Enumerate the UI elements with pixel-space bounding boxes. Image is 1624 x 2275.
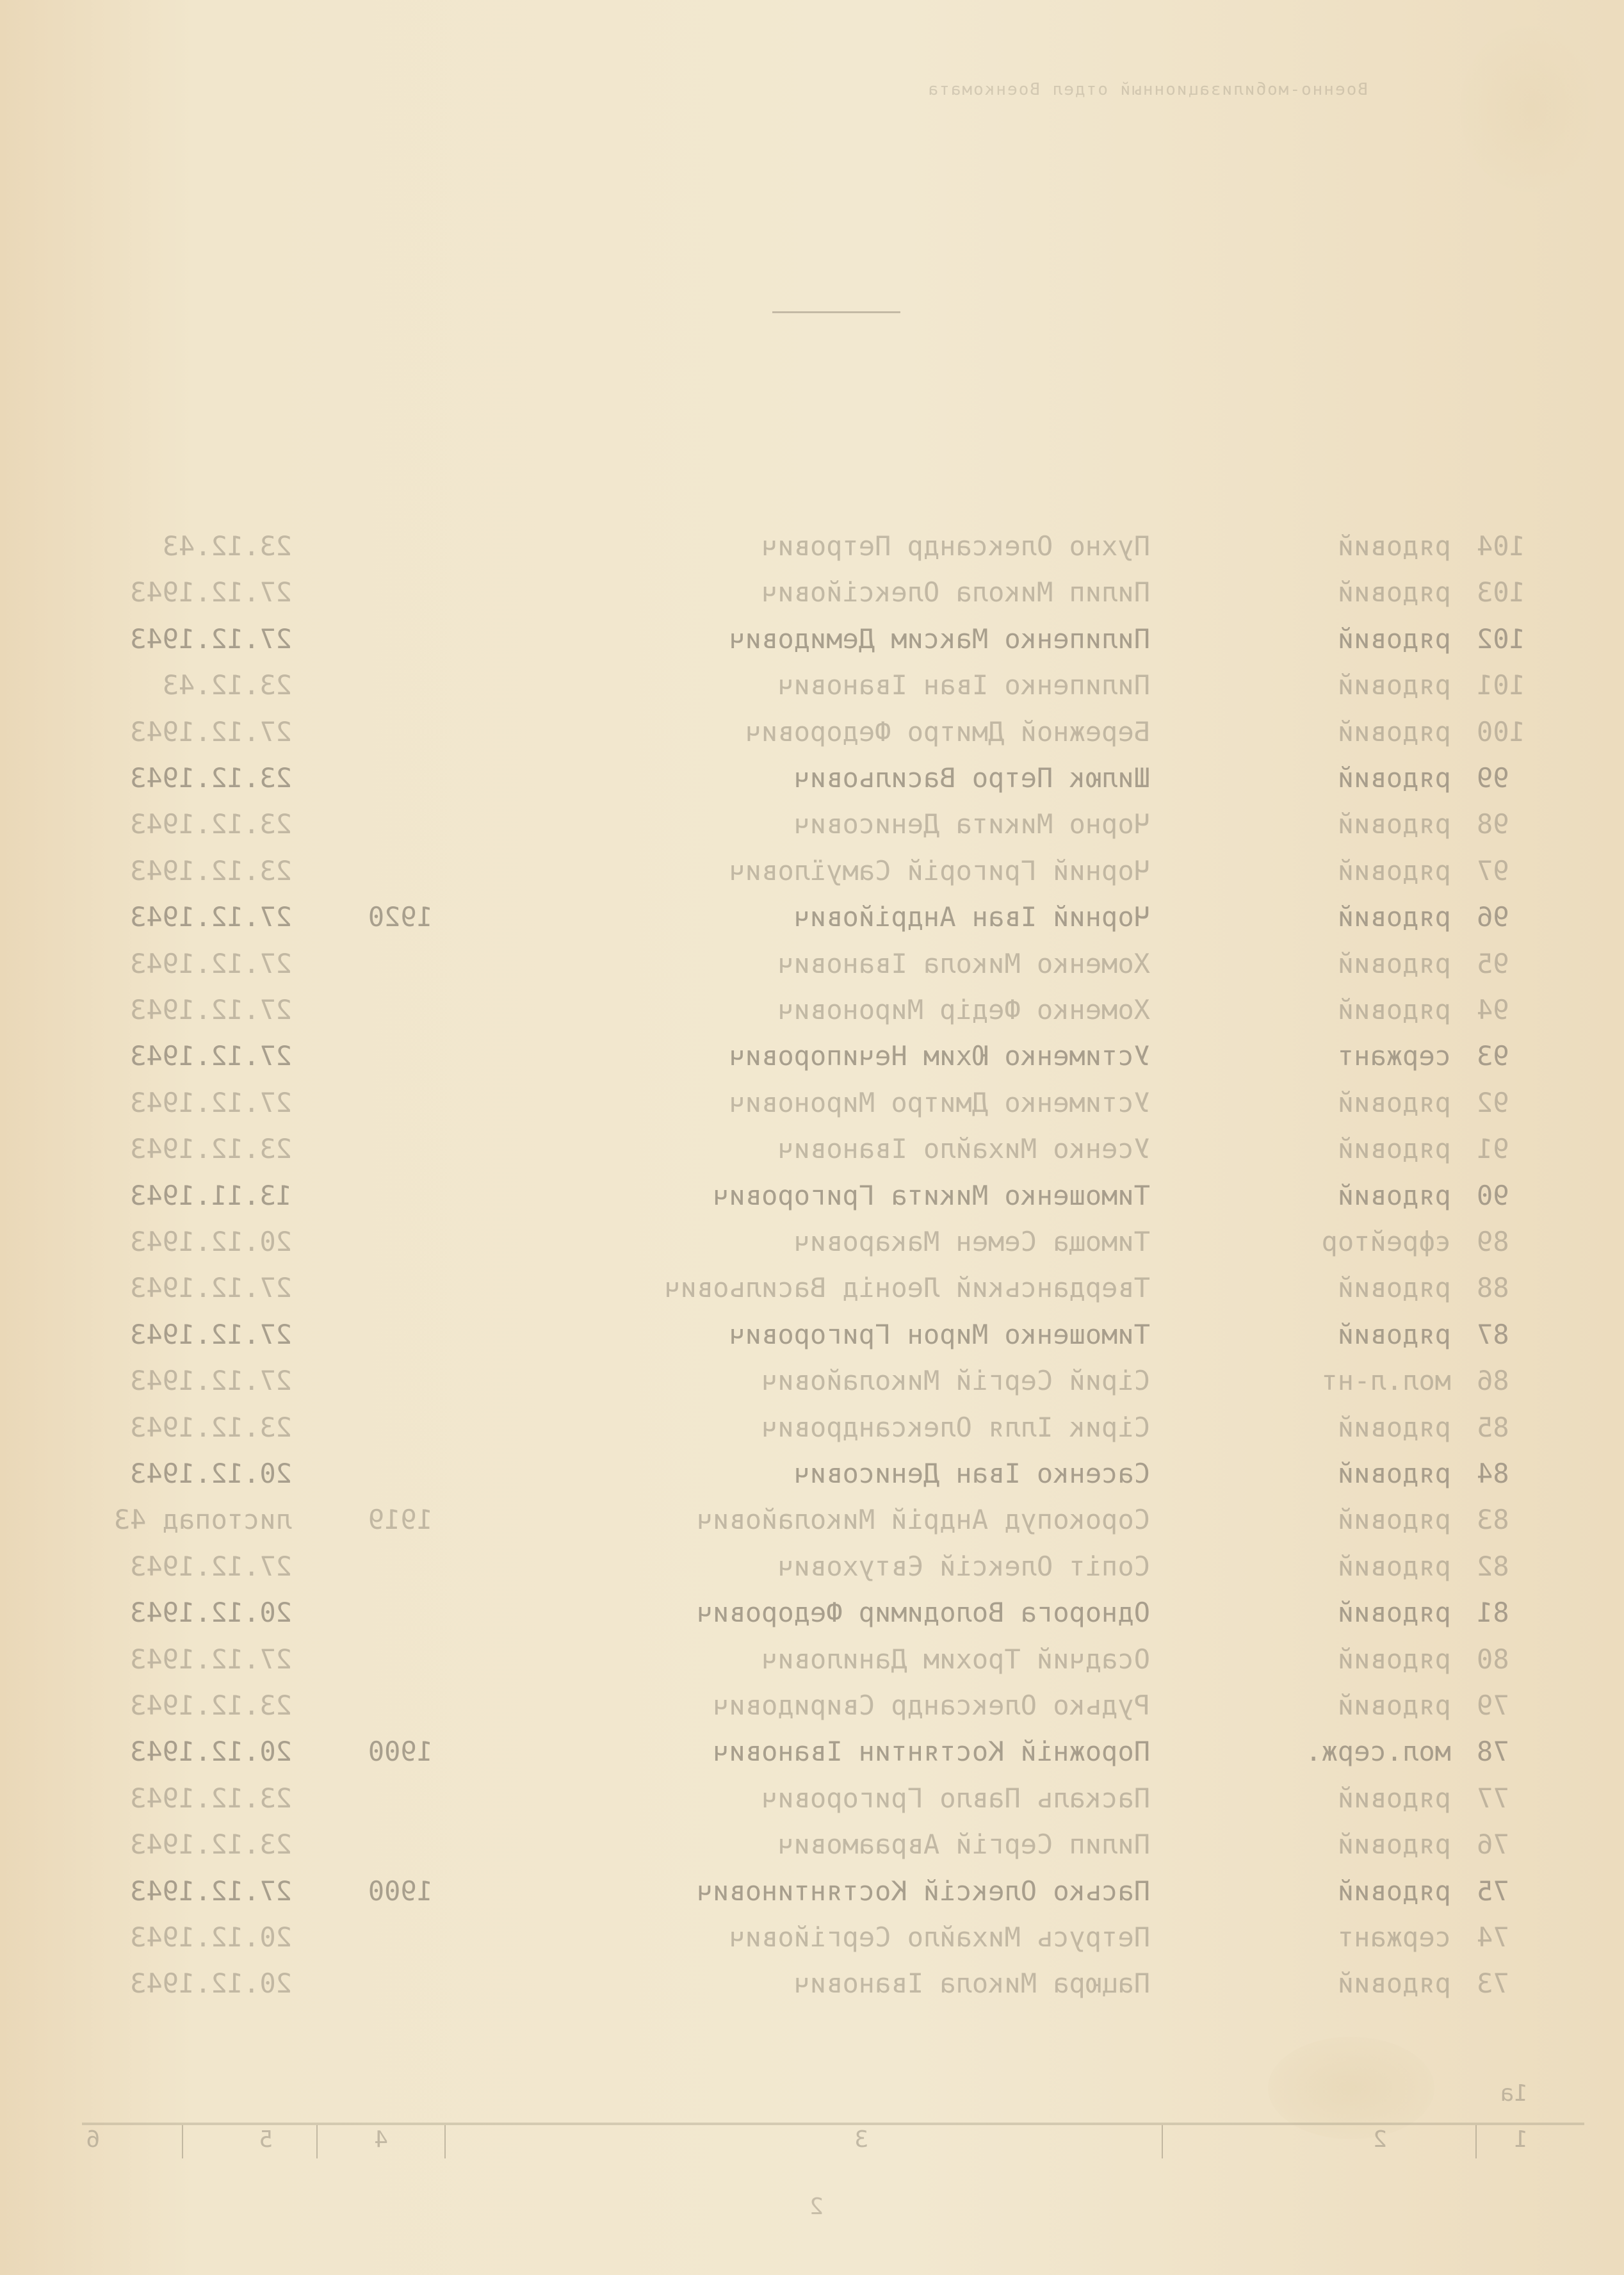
row-date: 27.12.1943	[130, 948, 292, 979]
table-row	[0, 942, 1624, 984]
row-name: Бережной Дмитро Федорович	[745, 716, 1150, 747]
row-date: 20.12.1943	[130, 1458, 292, 1489]
short-rule	[772, 311, 900, 313]
row-date: 23.12.1943	[130, 1690, 292, 1721]
row-number: 92	[1477, 1087, 1509, 1118]
table-row	[0, 849, 1624, 891]
row-rank: сержант	[1337, 1921, 1451, 1953]
row-name: Сірий Сергій Миколайович	[761, 1365, 1150, 1396]
table-row	[0, 1127, 1624, 1169]
row-rank: рядовий	[1337, 1458, 1451, 1489]
row-rank: рядовий	[1337, 1272, 1451, 1303]
row-date: 20.12.1943	[130, 1968, 292, 1999]
row-rank: єфрейтор	[1321, 1226, 1451, 1257]
row-birth-year: 1900	[368, 1875, 433, 1907]
row-number: 86	[1477, 1365, 1509, 1396]
row-date: 23.12.43	[162, 530, 292, 562]
row-number: 77	[1477, 1782, 1509, 1814]
row-name: Сасенко Іван Денисович	[793, 1458, 1150, 1489]
row-number: 91	[1477, 1133, 1509, 1164]
table-row	[0, 663, 1624, 705]
row-name: Чорний Григорій Самуїлович	[729, 855, 1150, 886]
row-rank: мол.л-нт	[1321, 1365, 1451, 1396]
row-rank: рядовий	[1337, 530, 1451, 562]
table-row	[0, 1544, 1624, 1586]
table-row	[0, 1173, 1624, 1216]
row-rank: рядовий	[1337, 623, 1451, 655]
row-number: 79	[1477, 1690, 1509, 1721]
row-name: Пухно Олександр Петрович	[761, 530, 1150, 562]
table-row	[0, 1590, 1624, 1633]
row-number: 98	[1477, 808, 1509, 840]
row-rank: рядовий	[1337, 1133, 1451, 1164]
row-date: 23.12.1943	[130, 808, 292, 840]
row-date: 27.12.1943	[130, 901, 292, 933]
row-birth-year: 1920	[368, 901, 433, 933]
row-name: Устименко Дмитро Миронович	[729, 1087, 1150, 1118]
table-row	[0, 1358, 1624, 1401]
row-number: 95	[1477, 948, 1509, 979]
row-birth-year: 1919	[368, 1504, 433, 1535]
row-rank: рядовий	[1337, 1968, 1451, 1999]
column-divider	[444, 2125, 446, 2158]
row-name: Петрусь Михайло Сергійович	[729, 1921, 1150, 1953]
table-row	[0, 1219, 1624, 1262]
row-name: Паскаль Павло Григорович	[761, 1782, 1150, 1814]
row-name: Хоменко Микола Іванович	[777, 948, 1150, 979]
row-rank: рядовий	[1337, 1690, 1451, 1721]
page-number: 2	[809, 2194, 824, 2220]
column-divider	[182, 2125, 183, 2158]
table-row	[0, 1405, 1624, 1447]
table-row	[0, 1915, 1624, 1957]
row-number: 73	[1477, 1968, 1509, 1999]
row-date: 27.12.1943	[130, 1365, 292, 1396]
row-name: Хоменко Федір Миронович	[777, 994, 1150, 1025]
row-number: 93	[1477, 1040, 1509, 1072]
row-rank: рядовий	[1337, 1180, 1451, 1211]
row-number: 103	[1477, 576, 1525, 608]
row-number: 90	[1477, 1180, 1509, 1211]
row-birth-year: 1900	[368, 1736, 433, 1767]
row-name: Пилипенко Іван Іванович	[777, 669, 1150, 701]
row-rank: рядовий	[1337, 901, 1451, 933]
table-row	[0, 1266, 1624, 1308]
row-number: 99	[1477, 762, 1509, 794]
table-row	[0, 570, 1624, 612]
table-row	[0, 1497, 1624, 1540]
column-number: 3	[854, 2126, 868, 2153]
row-name: Сопіт Олексій Євтухович	[777, 1551, 1150, 1582]
row-date: 27.12.1943	[130, 1272, 292, 1303]
row-name: Устименко Юхим Нечипорович	[729, 1040, 1150, 1072]
row-name: Пилипенко Максим Демидович	[729, 623, 1150, 655]
row-rank: рядовий	[1337, 762, 1451, 794]
row-rank: рядовий	[1337, 1875, 1451, 1907]
row-number: 102	[1477, 623, 1525, 655]
row-number: 83	[1477, 1504, 1509, 1535]
row-number: 78	[1477, 1736, 1509, 1767]
column-number: 5	[259, 2126, 273, 2153]
row-name: Рудько Олександр Свиридович	[713, 1690, 1150, 1721]
table-row	[0, 802, 1624, 844]
row-date: 23.12.1943	[130, 1412, 292, 1443]
row-number: 101	[1477, 669, 1525, 701]
table-row	[0, 1451, 1624, 1494]
row-name: Пацюра Микола Іванович	[793, 1968, 1150, 1999]
row-name: Чорний Іван Андрійович	[793, 901, 1150, 933]
row-rank: рядовий	[1337, 1087, 1451, 1118]
table-row	[0, 1312, 1624, 1355]
table-row	[0, 1822, 1624, 1864]
table-row	[0, 1729, 1624, 1772]
row-date: 27.12.1943	[130, 716, 292, 747]
row-number: 88	[1477, 1272, 1509, 1303]
row-date: 27.12.1943	[130, 1875, 292, 1907]
row-date: 23.12.1943	[130, 1829, 292, 1860]
table-bottom-rule	[82, 2124, 1584, 2125]
table-row	[0, 1869, 1624, 1911]
table-row	[0, 756, 1624, 798]
row-rank: рядовий	[1337, 669, 1451, 701]
row-date: 20.12.1943	[130, 1226, 292, 1257]
row-rank: мол.серж.	[1305, 1736, 1451, 1767]
column-number: 2	[1373, 2126, 1387, 2153]
column-number-row	[0, 2126, 1624, 2165]
row-number: 89	[1477, 1226, 1509, 1257]
row-number: 87	[1477, 1319, 1509, 1350]
row-name: Шилюк Петро Васильович	[793, 762, 1150, 794]
table-row	[0, 1961, 1624, 2003]
row-name: Порожній Костянтин Іванович	[713, 1736, 1150, 1767]
row-number: 84	[1477, 1458, 1509, 1489]
row-date: 27.12.1943	[130, 994, 292, 1025]
row-date: 20.12.1943	[130, 1597, 292, 1628]
row-date: 27.12.1943	[130, 1040, 292, 1072]
row-number: 96	[1477, 901, 1509, 933]
table-row	[0, 1683, 1624, 1725]
row-number: 104	[1477, 530, 1525, 562]
row-date: 27.12.1943	[130, 1087, 292, 1118]
row-name: Пасько Олексій Костянтинович	[696, 1875, 1150, 1907]
row-name: Пилип Микола Олексійович	[761, 576, 1150, 608]
row-rank: сержант	[1337, 1040, 1451, 1072]
row-name: Однорога Володимир Федорович	[696, 1597, 1150, 1628]
row-name: Усенко Михайло Іванович	[777, 1133, 1150, 1164]
column-divider	[1475, 2125, 1477, 2158]
row-rank: рядовий	[1337, 1551, 1451, 1582]
table-row	[0, 1034, 1624, 1076]
row-date: листопад 43	[113, 1504, 292, 1535]
row-date: 23.12.1943	[130, 855, 292, 886]
row-rank: рядовий	[1337, 1597, 1451, 1628]
row-date: 23.12.1943	[130, 1782, 292, 1814]
column-divider	[1162, 2125, 1163, 2158]
row-number: 80	[1477, 1643, 1509, 1675]
table-row	[0, 1637, 1624, 1679]
table-row	[0, 617, 1624, 659]
column-number: 4	[374, 2126, 388, 2153]
column-divider	[316, 2125, 318, 2158]
row-rank: рядовий	[1337, 716, 1451, 747]
row-number: 81	[1477, 1597, 1509, 1628]
row-rank: рядовий	[1337, 1504, 1451, 1535]
row-number: 75	[1477, 1875, 1509, 1907]
table-row	[0, 1080, 1624, 1123]
row-date: 20.12.1943	[130, 1921, 292, 1953]
row-rank: рядовий	[1337, 855, 1451, 886]
table-row	[0, 895, 1624, 937]
row-number: 94	[1477, 994, 1509, 1025]
row-date: 27.12.1943	[130, 1319, 292, 1350]
row-rank: рядовий	[1337, 1782, 1451, 1814]
row-number: 97	[1477, 855, 1509, 886]
row-number: 85	[1477, 1412, 1509, 1443]
row-name: Тимошенко Мирон Григорович	[729, 1319, 1150, 1350]
column-number: 1	[1514, 2126, 1528, 2153]
row-name: Тимошенко Микита Григорович	[713, 1180, 1150, 1211]
row-date: 27.12.1943	[130, 1643, 292, 1675]
row-date: 23.12.43	[162, 669, 292, 701]
row-date: 27.12.1943	[130, 1551, 292, 1582]
row-name: Тверданський Леонід Васильович	[664, 1272, 1150, 1303]
table-row	[0, 1776, 1624, 1818]
row-rank: рядовий	[1337, 1643, 1451, 1675]
row-name: Пилип Сергій Авраамович	[777, 1829, 1150, 1860]
row-label: 1а	[1500, 2080, 1528, 2107]
row-number: 74	[1477, 1921, 1509, 1953]
row-date: 27.12.1943	[130, 623, 292, 655]
column-number: 6	[86, 2126, 100, 2153]
table-row	[0, 710, 1624, 752]
row-rank: рядовий	[1337, 576, 1451, 608]
row-number: 76	[1477, 1829, 1509, 1860]
row-number: 82	[1477, 1551, 1509, 1582]
row-number: 100	[1477, 716, 1525, 747]
row-name: Сірик Ілля Олександрович	[761, 1412, 1150, 1443]
row-rank: рядовий	[1337, 994, 1451, 1025]
row-name: Осадчий Трохим Данилович	[761, 1643, 1150, 1675]
row-name: Чорно Микита Денисович	[793, 808, 1150, 840]
row-rank: рядовий	[1337, 1319, 1451, 1350]
row-date: 20.12.1943	[130, 1736, 292, 1767]
row-rank: рядовий	[1337, 808, 1451, 840]
row-name: Тимоща Семен Макарович	[793, 1226, 1150, 1257]
row-rank: рядовий	[1337, 1412, 1451, 1443]
row-date: 23.12.1943	[130, 1133, 292, 1164]
row-date: 27.12.1943	[130, 576, 292, 608]
row-rank: рядовий	[1337, 948, 1451, 979]
row-name: Сорокопуд Андрій Миколайович	[696, 1504, 1150, 1535]
table-row	[0, 988, 1624, 1030]
row-date: 23.12.1943	[130, 762, 292, 794]
table-row	[0, 524, 1624, 566]
header-ghost-text: Военно-мобилизационный отдел Военкомата	[927, 80, 1368, 99]
row-date: 13.11.1943	[130, 1180, 292, 1211]
row-rank: рядовий	[1337, 1829, 1451, 1860]
